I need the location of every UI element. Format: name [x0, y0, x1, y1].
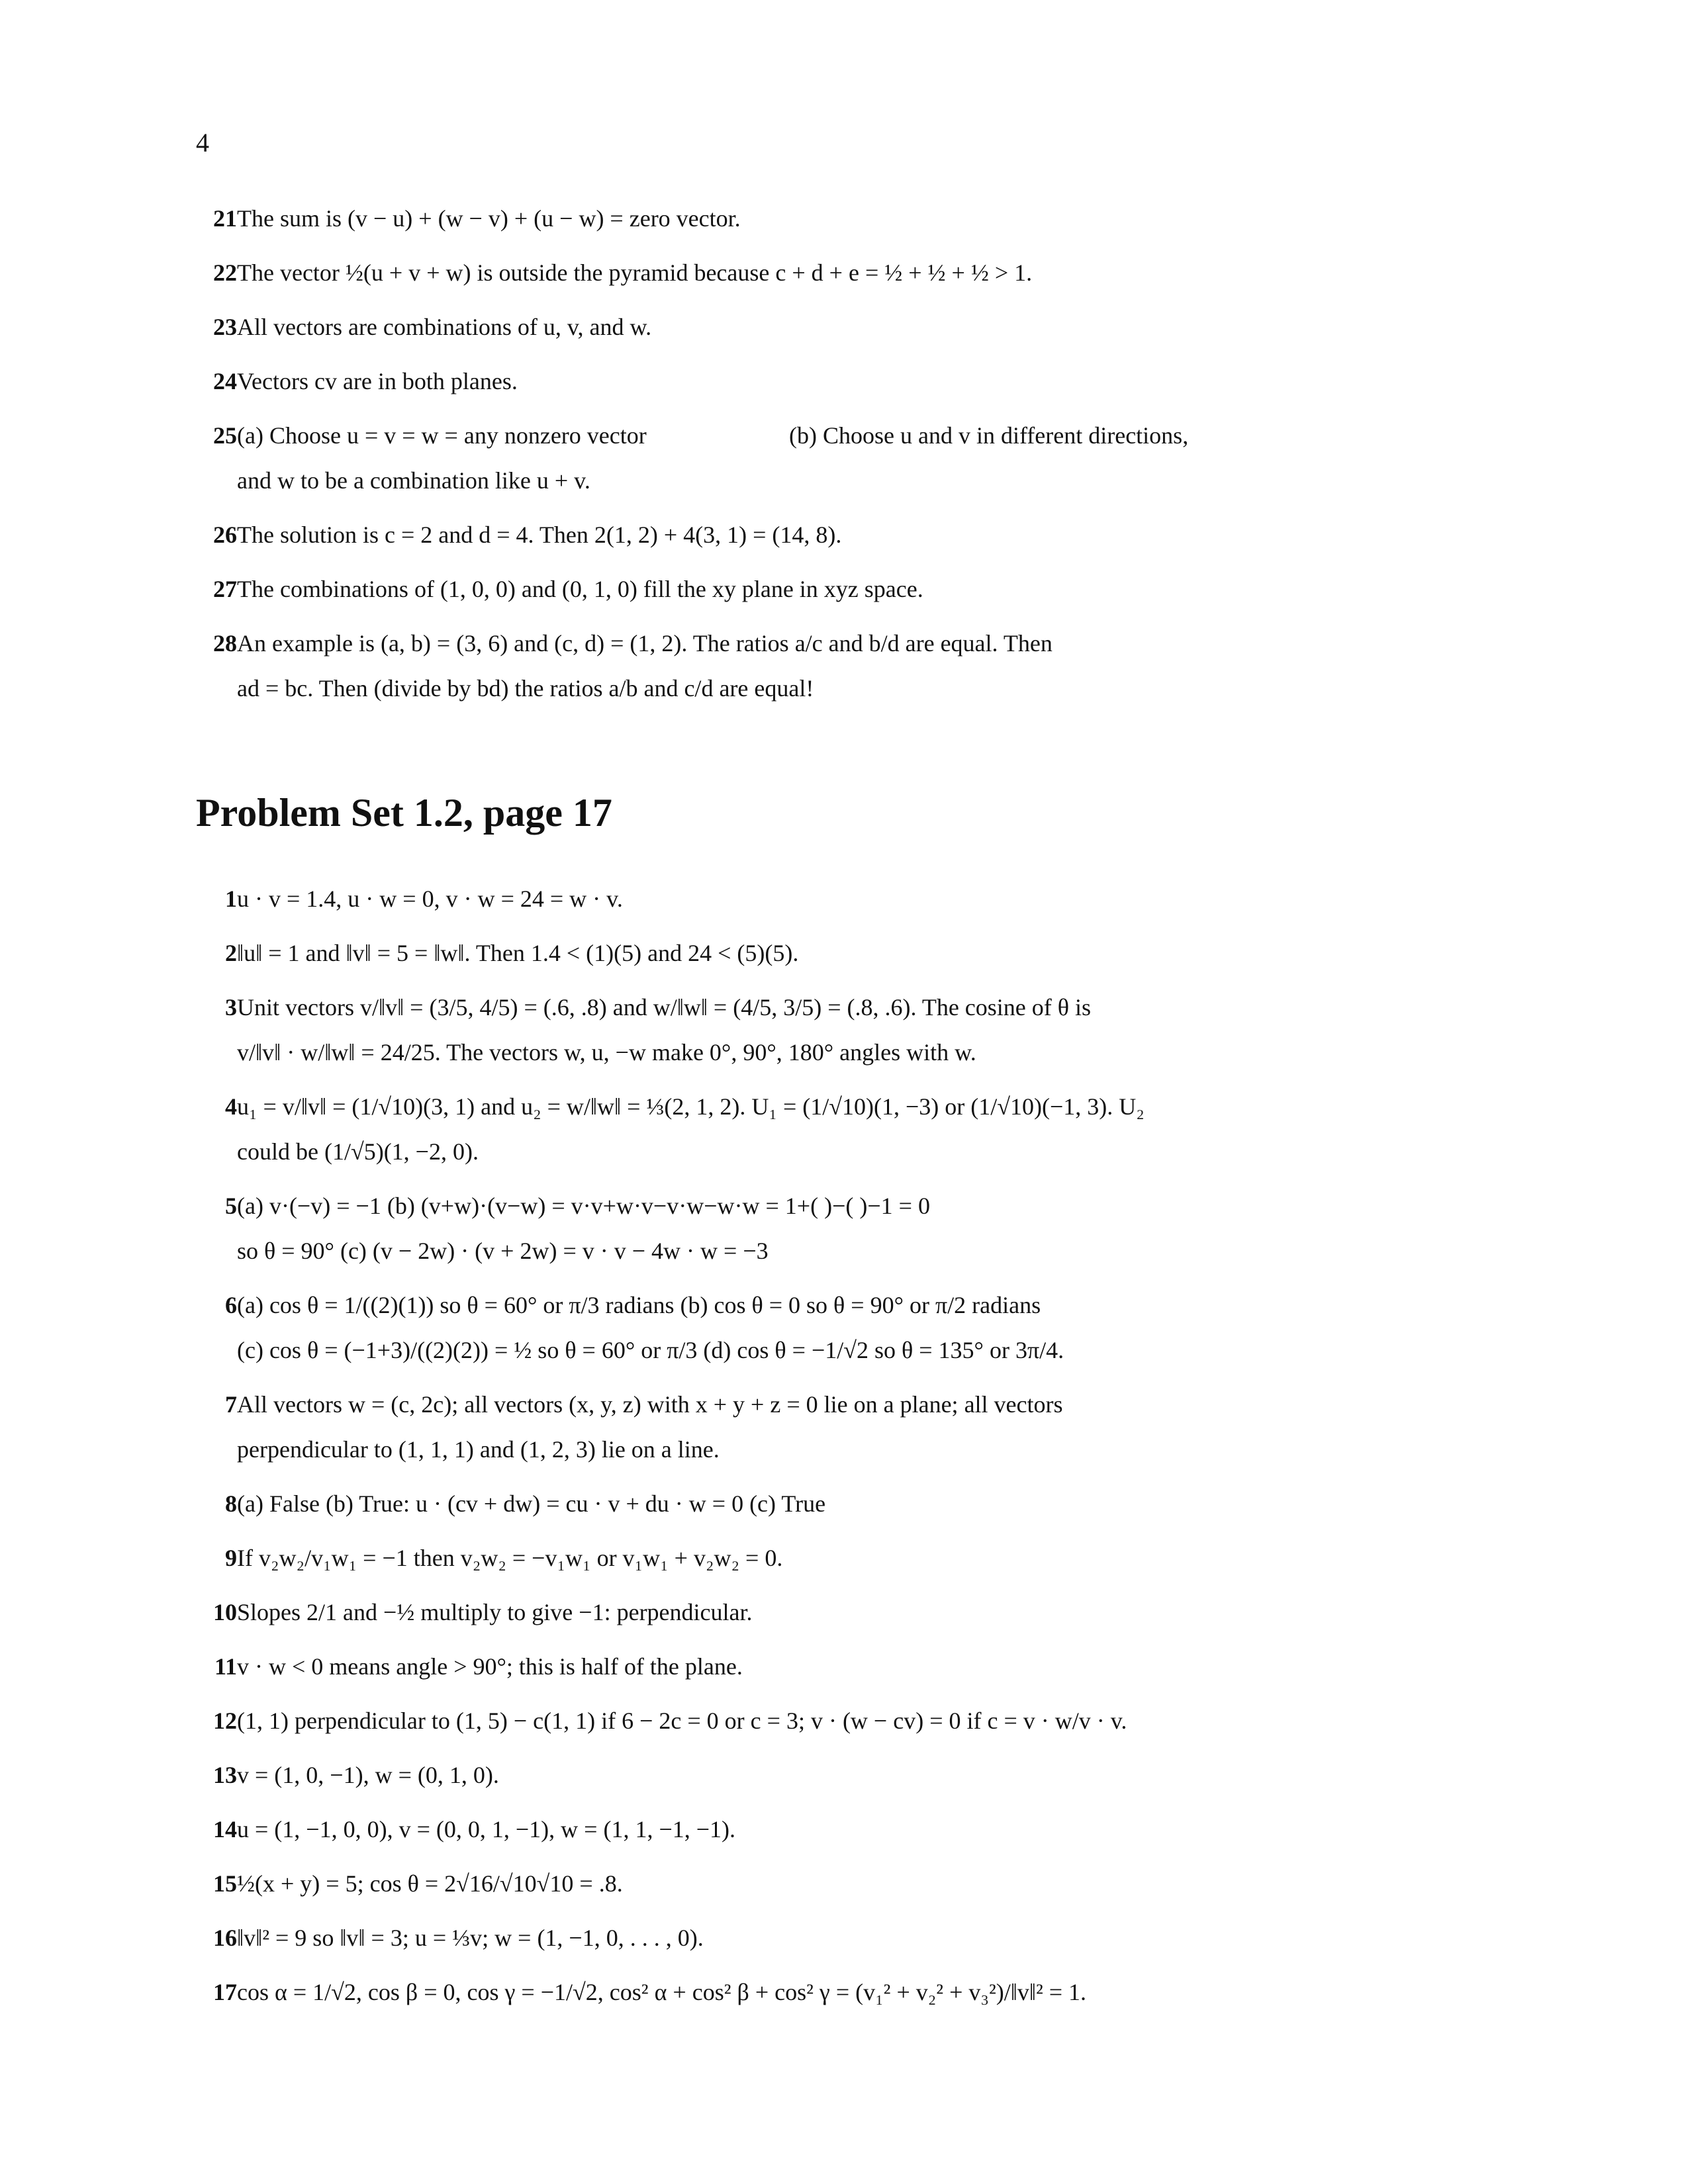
answer-number: 14 — [213, 1816, 237, 1843]
answer-text: u = (1, −1, 0, 0), v = (0, 0, 1, −1), w = (1, 1, −1, −1). — [237, 1816, 736, 1843]
answer-number: 17 — [213, 1979, 237, 2005]
answer-text: (a) v·(−v) = −1 (b) (v+w)·(v−w) = v·v+w·v−v·w−w·w = 1+( )−( )−1 = 0 — [237, 1193, 930, 1219]
section-heading: Problem Set 1.2, page 17 — [196, 791, 612, 835]
answer-text: u₁ = v/‖v‖ = (1/√10)(3, 1) and u₂ = w/‖w‖ = ⅓(2, 1, 2). U₁ = (1/√10)(1, −3) or (1/√10)(−1, 3). U₂ — [237, 1093, 1145, 1120]
answer-5-continuation: so θ = 90° (c) (v − 2w) · (v + 2w) = v · v − 4w · w = −3 — [237, 1238, 769, 1264]
answer-number: 26 — [213, 522, 237, 548]
answer-number: 2 — [225, 940, 237, 966]
answer-number: 3 — [225, 994, 237, 1021]
answer-text: (a) cos θ = 1/((2)(1)) so θ = 60° or π/3 radians (b) cos θ = 0 so θ = 90° or π/2 radians — [237, 1292, 1041, 1318]
answer-number: 25 — [213, 422, 237, 449]
answer-text: (a) False (b) True: u · (cv + dw) = cu · v + du · w = 0 (c) True — [237, 1490, 826, 1517]
answer-number: 23 — [213, 314, 237, 340]
answer-text: If v₂w₂/v₁w₁ = −1 then v₂w₂ = −v₁w₁ or v₁w₁ + v₂w₂ = 0. — [237, 1545, 783, 1571]
answer-text: The vector ½(u + v + w) is outside the pyramid because c + d + e = ½ + ½ + ½ > 1. — [237, 259, 1033, 286]
answer-text: All vectors are combinations of u, v, and w. — [237, 314, 652, 340]
page-number: 4 — [196, 128, 209, 158]
answer-text: u · v = 1.4, u · w = 0, v · w = 24 = w · v. — [237, 886, 623, 912]
answer-number: 6 — [225, 1292, 237, 1318]
answer-7-continuation: perpendicular to (1, 1, 1) and (1, 2, 3) lie on a line. — [237, 1436, 720, 1463]
answer-25-part-b: (b) Choose u and v in different directions, — [789, 422, 1189, 449]
answer-text: (a) Choose u = v = w = any nonzero vector — [237, 422, 647, 449]
answer-text: Vectors cv are in both planes. — [237, 368, 518, 394]
answer-text: The solution is c = 2 and d = 4. Then 2(1, 2) + 4(3, 1) = (14, 8). — [237, 522, 842, 548]
answer-28-continuation: ad = bc. Then (divide by bd) the ratios a/b and c/d are equal! — [237, 675, 814, 702]
answer-number: 12 — [213, 1707, 237, 1734]
answer-text: All vectors w = (c, 2c); all vectors (x, y, z) with x + y + z = 0 lie on a plane; all vectors — [237, 1391, 1063, 1418]
answer-number: 16 — [213, 1925, 237, 1951]
answer-number: 10 — [213, 1599, 237, 1625]
answer-text: ‖v‖² = 9 so ‖v‖ = 3; u = ⅓v; w = (1, −1, 0, . . . , 0). — [237, 1925, 704, 1951]
answer-text: The sum is (v − u) + (w − v) + (u − w) = zero vector. — [237, 205, 741, 232]
answer-number: 15 — [213, 1870, 237, 1897]
answer-text: cos α = 1/√2, cos β = 0, cos γ = −1/√2, cos² α + cos² β + cos² γ = (v₁² + v₂² + v₃²)/‖v‖² = 1. — [237, 1979, 1087, 2005]
answer-text: (1, 1) perpendicular to (1, 5) − c(1, 1) if 6 − 2c = 0 or c = 3; v · (w − cv) = 0 if c = v · w/v · v. — [237, 1707, 1127, 1734]
answer-4-continuation: could be (1/√5)(1, −2, 0). — [237, 1138, 479, 1165]
answer-number: 21 — [213, 205, 237, 232]
answer-number: 7 — [225, 1391, 237, 1418]
answer-6-continuation: (c) cos θ = (−1+3)/((2)(2)) = ½ so θ = 60° or π/3 (d) cos θ = −1/√2 so θ = 135° or 3π/4. — [237, 1337, 1064, 1363]
answer-number: 27 — [213, 576, 237, 602]
answer-text: v = (1, 0, −1), w = (0, 1, 0). — [237, 1762, 499, 1788]
answer-3-continuation: v/‖v‖ · w/‖w‖ = 24/25. The vectors w, u, −w make 0°, 90°, 180° angles with w. — [237, 1039, 976, 1066]
answer-number: 4 — [225, 1093, 237, 1120]
answer-number: 1 — [225, 886, 237, 912]
answer-number: 28 — [213, 630, 237, 657]
answer-number: 8 — [225, 1490, 237, 1517]
answer-number: 9 — [225, 1545, 237, 1571]
answer-text: ‖u‖ = 1 and ‖v‖ = 5 = ‖w‖. Then 1.4 < (1)(5) and 24 < (5)(5). — [237, 940, 799, 966]
answer-text: An example is (a, b) = (3, 6) and (c, d) = (1, 2). The ratios a/c and b/d are equal. Then — [237, 630, 1053, 657]
answer-number: 24 — [213, 368, 237, 394]
answer-25-continuation: and w to be a combination like u + v. — [237, 467, 590, 494]
answer-number: 22 — [213, 259, 237, 286]
answer-text: Slopes 2/1 and −½ multiply to give −1: perpendicular. — [237, 1599, 753, 1625]
answer-text: v · w < 0 means angle > 90°; this is half of the plane. — [237, 1653, 743, 1680]
answer-text: The combinations of (1, 0, 0) and (0, 1, 0) fill the xy plane in xyz space. — [237, 576, 923, 602]
answer-number: 13 — [213, 1762, 237, 1788]
answer-text: ½(x + y) = 5; cos θ = 2√16/√10√10 = .8. — [237, 1870, 623, 1897]
answer-number: 5 — [225, 1193, 237, 1219]
answer-number: 11 — [214, 1653, 237, 1680]
answer-text: Unit vectors v/‖v‖ = (3/5, 4/5) = (.6, .8) and w/‖w‖ = (4/5, 3/5) = (.8, .6). The cosine of θ is — [237, 994, 1092, 1021]
